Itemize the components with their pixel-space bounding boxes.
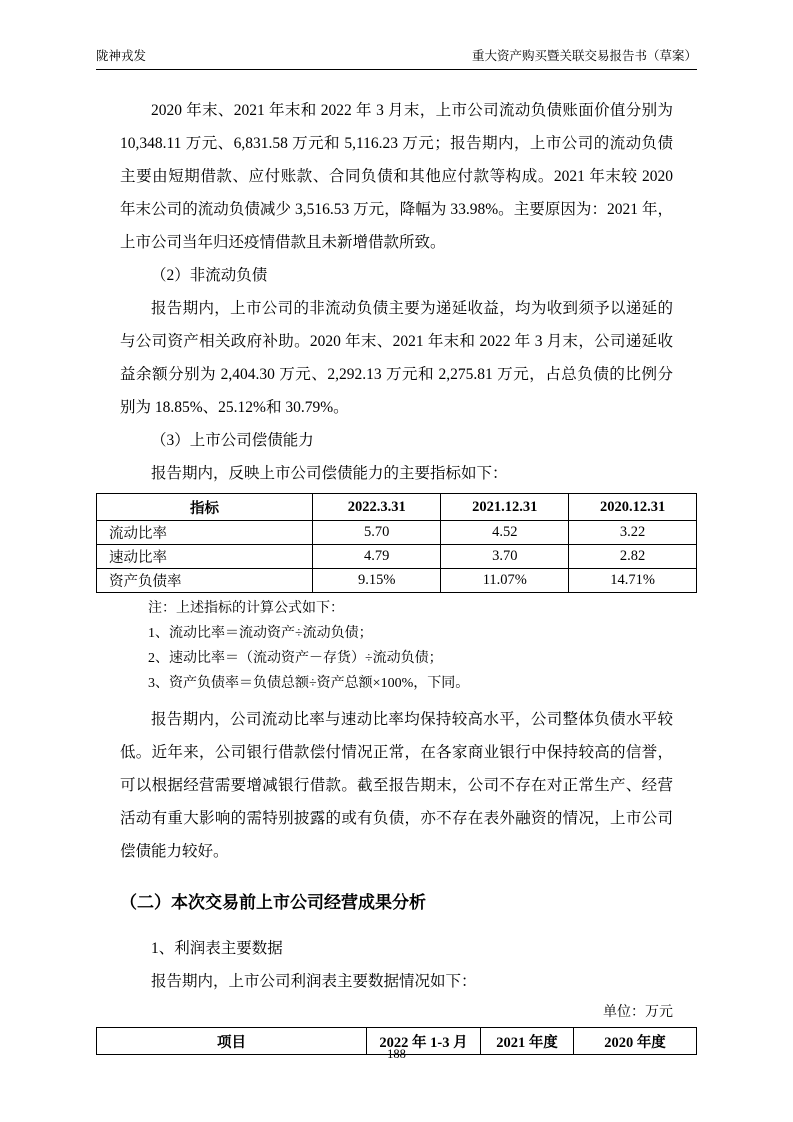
note-line: 注：上述指标的计算公式如下： — [148, 601, 344, 616]
table-cell: 9.15% — [313, 569, 441, 593]
table-cell: 3.22 — [569, 521, 697, 545]
table-header-cell: 2022 年 1-3 月 — [367, 1028, 481, 1055]
page-header — [96, 46, 697, 70]
table-cell: 速动比率 — [97, 545, 313, 569]
table-header-cell: 指标 — [97, 494, 313, 521]
table-cell: 3.70 — [441, 545, 569, 569]
table-cell: 5.70 — [313, 521, 441, 545]
table-cell: 14.71% — [569, 569, 697, 593]
paragraph-non-current-liabilities: 报告期内，上市公司的非流动负债主要为递延收益，均为收到须予以递延的与公司资产相关政府补助。2020 年末、2021 年末和 2022 年 3 月末，公司递延收益余额分别为 2,404.30 万元、2,292.13 万元和 2,275.81 万元，占总负债的比例分别为 18.85%、25.12%和 30.79%。 — [120, 300, 673, 416]
paragraph-current-liabilities: 2020 年末、2021 年末和 2022 年 3 月末，上市公司流动负债账面价值分别为 10,348.11 万元、6,831.58 万元和 5,116.23 万元；报告期内，上市公司的流动负债主要由短期借款、应付账款、合同负债和其他应付款等构成。2021 年末较 2020 年末公司的流动负债减少 3,516.53 万元，降幅为 33.98%。主要原因为：2021 年，上市公司当年归还疫情借款且未新增借款所致。 — [120, 102, 673, 251]
note-line: 2、速动比率＝（流动资产－存货）÷流动负债； — [148, 651, 443, 666]
paragraph-solvency-analysis: 报告期内，公司流动比率与速动比率均保持较高水平，公司整体负债水平较低。近年来，公司银行借款偿付情况正常，在各家商业银行中保持较高的信誉，可以根据经营需要增减银行借款。截至报告期末，公司不存在对正常生产、经营活动有重大影响的需特别披露的或有负债，亦不存在表外融资的情况，上市公司偿债能力较好。 — [120, 711, 673, 860]
table-row — [97, 545, 697, 569]
table-header-row — [97, 494, 697, 521]
document-body — [96, 70, 697, 1055]
page-number: 188 — [387, 1047, 406, 1061]
table-cell: 2.82 — [569, 545, 697, 569]
paragraph-profit-intro: 报告期内，上市公司利润表主要数据情况如下： — [151, 973, 477, 990]
note-line: 1、流动比率＝流动资产÷流动负债； — [148, 626, 373, 641]
heading-solvency-ability: （3）上市公司偿债能力 — [151, 432, 314, 449]
table-notes — [120, 596, 673, 696]
header-company-name: 陇神戎发 — [96, 49, 147, 63]
table-cell: 流动比率 — [97, 521, 313, 545]
heading-profit-table-data: 1、利润表主要数据 — [151, 940, 283, 957]
table-cell: 11.07% — [441, 569, 569, 593]
unit-label: 单位：万元 — [603, 1005, 673, 1020]
table-header-cell: 2020.12.31 — [569, 494, 697, 521]
header-report-title: 重大资产购买暨关联交易报告书（草案） — [471, 49, 697, 63]
table-header-cell: 2021.12.31 — [441, 494, 569, 521]
table-header-cell: 项目 — [97, 1028, 367, 1055]
table-cell: 4.52 — [441, 521, 569, 545]
table-row — [97, 521, 697, 545]
heading-non-current-liabilities: （2）非流动负债 — [151, 267, 268, 284]
table-header-cell: 2022.3.31 — [313, 494, 441, 521]
table-header-cell: 2021 年度 — [481, 1028, 574, 1055]
table-row — [97, 569, 697, 593]
table-cell: 4.79 — [313, 545, 441, 569]
table-cell: 资产负债率 — [97, 569, 313, 593]
solvency-indicators-table — [96, 493, 697, 593]
section-heading-operating-results: （二）本次交易前上市公司经营成果分析 — [120, 893, 426, 912]
note-line: 3、资产负债率＝负债总额÷资产总额×100%，下同。 — [148, 676, 470, 691]
page-footer — [0, 1047, 793, 1062]
paragraph-solvency-intro: 报告期内，反映上市公司偿债能力的主要指标如下： — [151, 465, 508, 482]
table-header-cell: 2020 年度 — [574, 1028, 697, 1055]
